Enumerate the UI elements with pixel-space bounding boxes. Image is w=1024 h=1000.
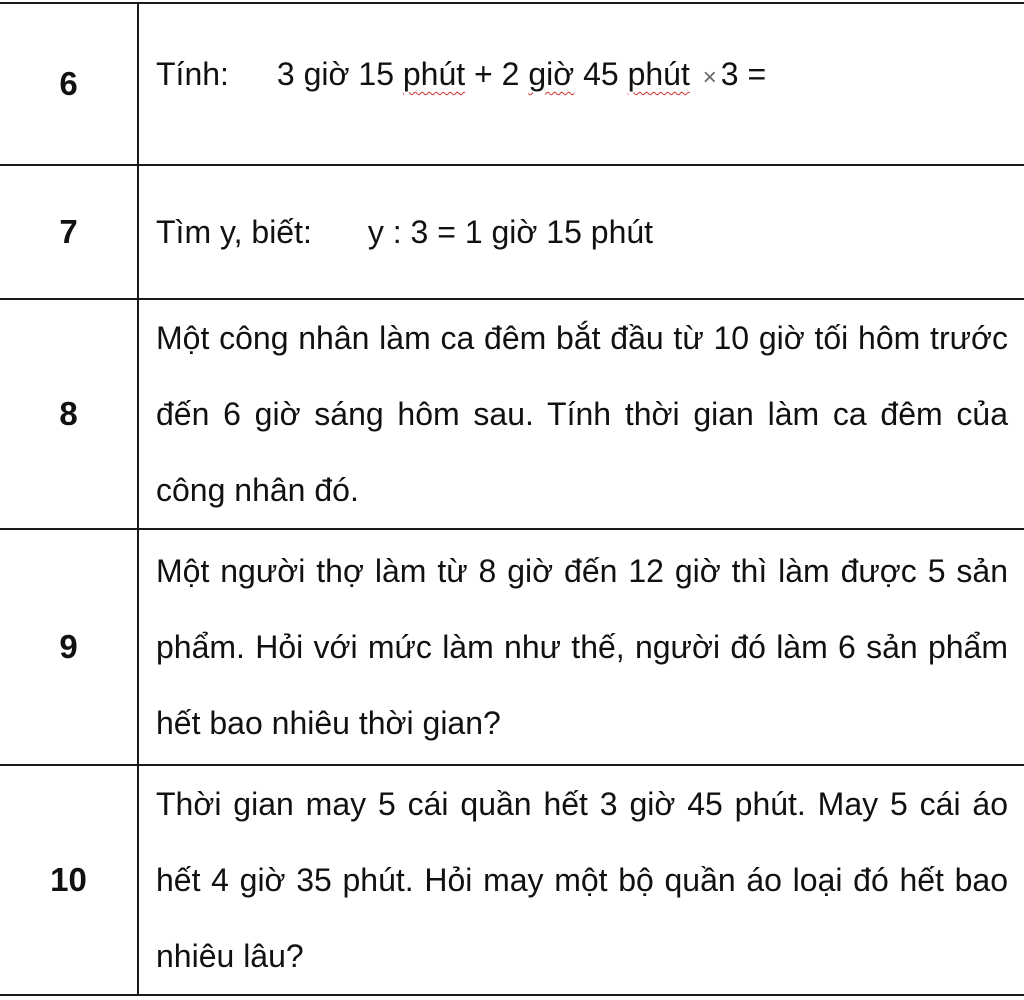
exercise-content: Tính: 3 giờ 15 phút + 2 giờ 45 phút × 3 = [138,3,1024,165]
spellcheck-underline: phút [402,56,466,92]
exercise-expression: y : 3 = 1 giờ 15 phút [367,213,654,250]
exercise-number: 7 [0,165,138,299]
multiply-sign: × [702,64,717,91]
table-row [0,529,1024,765]
exercise-table [0,2,1024,996]
exercise-content: Một công nhân làm ca đêm bắt đầu từ 10 giờ tối hôm trước đến 6 giờ sáng hôm sau. Tính thời gian làm ca đêm của công nhân đó. [138,299,1024,529]
table-row [0,3,1024,165]
exercise-number: 10 [0,765,138,995]
table-row [0,299,1024,529]
spellcheck-underline: phút [627,56,690,92]
spellcheck-underline: giờ [528,56,575,92]
exercise-number: 8 [0,299,138,529]
exercise-label: Tính: [156,56,229,92]
exercise-content: Thời gian may 5 cái quần hết 3 giờ 45 phút. May 5 cái áo hết 4 giờ 35 phút. Hỏi may một bộ quần áo loại đó hết bao nhiêu lâu? [138,765,1024,995]
exercise-number: 6 [0,3,138,165]
table-row [0,165,1024,299]
exercise-number: 9 [0,529,138,765]
exercise-content: Một người thợ làm từ 8 giờ đến 12 giờ thì làm được 5 sản phẩm. Hỏi với mức làm như thế, người đó làm 6 sản phẩm hết bao nhiêu thời gian? [138,529,1024,765]
exercise-content [138,165,1024,299]
exercise-label: Tìm y, biết: [156,213,312,250]
table-row [0,765,1024,995]
